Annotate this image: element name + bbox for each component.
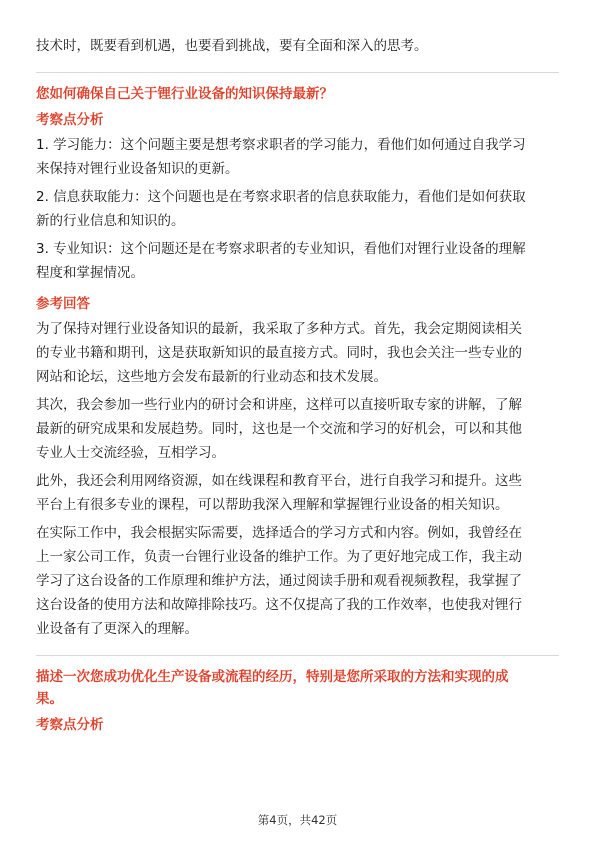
- analysis-item: [36, 237, 559, 285]
- intro-line: 技术时，既要看到机遇，也要看到挑战，要有全面和深入的思考。: [36, 38, 428, 54]
- answer-paragraph: [36, 393, 559, 465]
- question-title-line: 描述一次您成功优化生产设备或流程的经历，特别是您所采取的方法和实现的成: [36, 669, 509, 685]
- analysis-list: [36, 133, 559, 285]
- text-line: 业设备有了更深入的理解。: [36, 621, 198, 637]
- analysis-heading: 考察点分析: [36, 112, 104, 128]
- answer-paragraph: [36, 521, 559, 641]
- question-title-line: 果。: [36, 691, 63, 707]
- page-footer: 第4页，共42页: [257, 813, 338, 827]
- text-line: 3. 专业知识：这个问题还是在考察求职者的专业知识，看他们对锂行业设备的理解: [36, 241, 526, 257]
- text-line: 最新的研究成果和发展趋势。同时，这也是一个交流和学习的好机会，可以和其他: [36, 421, 522, 437]
- text-line: 此外，我还会利用网络资源，如在线课程和教育平台，进行自我学习和提升。这些: [36, 473, 522, 489]
- question-title: 您如何确保自己关于锂行业设备的知识保持最新？: [36, 86, 333, 102]
- text-line: 专业人士交流经验，互相学习。: [36, 445, 225, 461]
- answer-paragraph: [36, 469, 559, 517]
- answer-paragraph: [36, 317, 559, 389]
- analysis-item: [36, 133, 559, 181]
- document-page: [36, 34, 559, 738]
- text-line: 程度和掌握情况。: [36, 265, 144, 281]
- text-line: 上一家公司工作，负责一台锂行业设备的维护工作。为了更好地完成工作，我主动: [36, 549, 522, 565]
- text-line: 其次，我会参加一些行业内的研讨会和讲座，这样可以直接听取专家的讲解，了解: [36, 397, 522, 413]
- text-line: 网站和论坛，这些地方会发布最新的行业动态和技术发展。: [36, 369, 387, 385]
- text-line: 平台上有很多专业的课程，可以帮助我深入理解和掌握锂行业设备的相关知识。: [36, 497, 509, 513]
- text-line: 这台设备的使用方法和故障排除技巧。这不仅提高了我的工作效率，也使我对锂行: [36, 597, 522, 613]
- text-line: 为了保持对锂行业设备知识的最新，我采取了多种方式。首先，我会定期阅读相关: [36, 321, 522, 337]
- section-divider: [36, 72, 559, 73]
- analysis-heading: 考察点分析: [36, 717, 104, 733]
- section-divider: [36, 655, 559, 656]
- answer-heading: 参考回答: [36, 296, 90, 312]
- text-line: 在实际工作中，我会根据实际需要，选择适合的学习方式和内容。例如，我曾经在: [36, 525, 522, 541]
- text-line: 学习了这台设备的工作原理和维护方法，通过阅读手册和观看视频教程，我掌握了: [36, 573, 522, 589]
- analysis-item: [36, 185, 559, 233]
- answer-body: [36, 317, 559, 641]
- text-line: 2. 信息获取能力：这个问题也是在考察求职者的信息获取能力，看他们是如何获取: [36, 189, 526, 205]
- next-question-title: [36, 666, 559, 710]
- text-line: 来保持对锂行业设备知识的更新。: [36, 161, 239, 177]
- text-line: 的专业书籍和期刊，这是获取新知识的最直接方式。同时，我也会关注一些专业的: [36, 345, 522, 361]
- text-line: 1. 学习能力：这个问题主要是想考察求职者的学习能力，看他们如何通过自我学习: [36, 137, 526, 153]
- text-line: 新的行业信息和知识的。: [36, 213, 185, 229]
